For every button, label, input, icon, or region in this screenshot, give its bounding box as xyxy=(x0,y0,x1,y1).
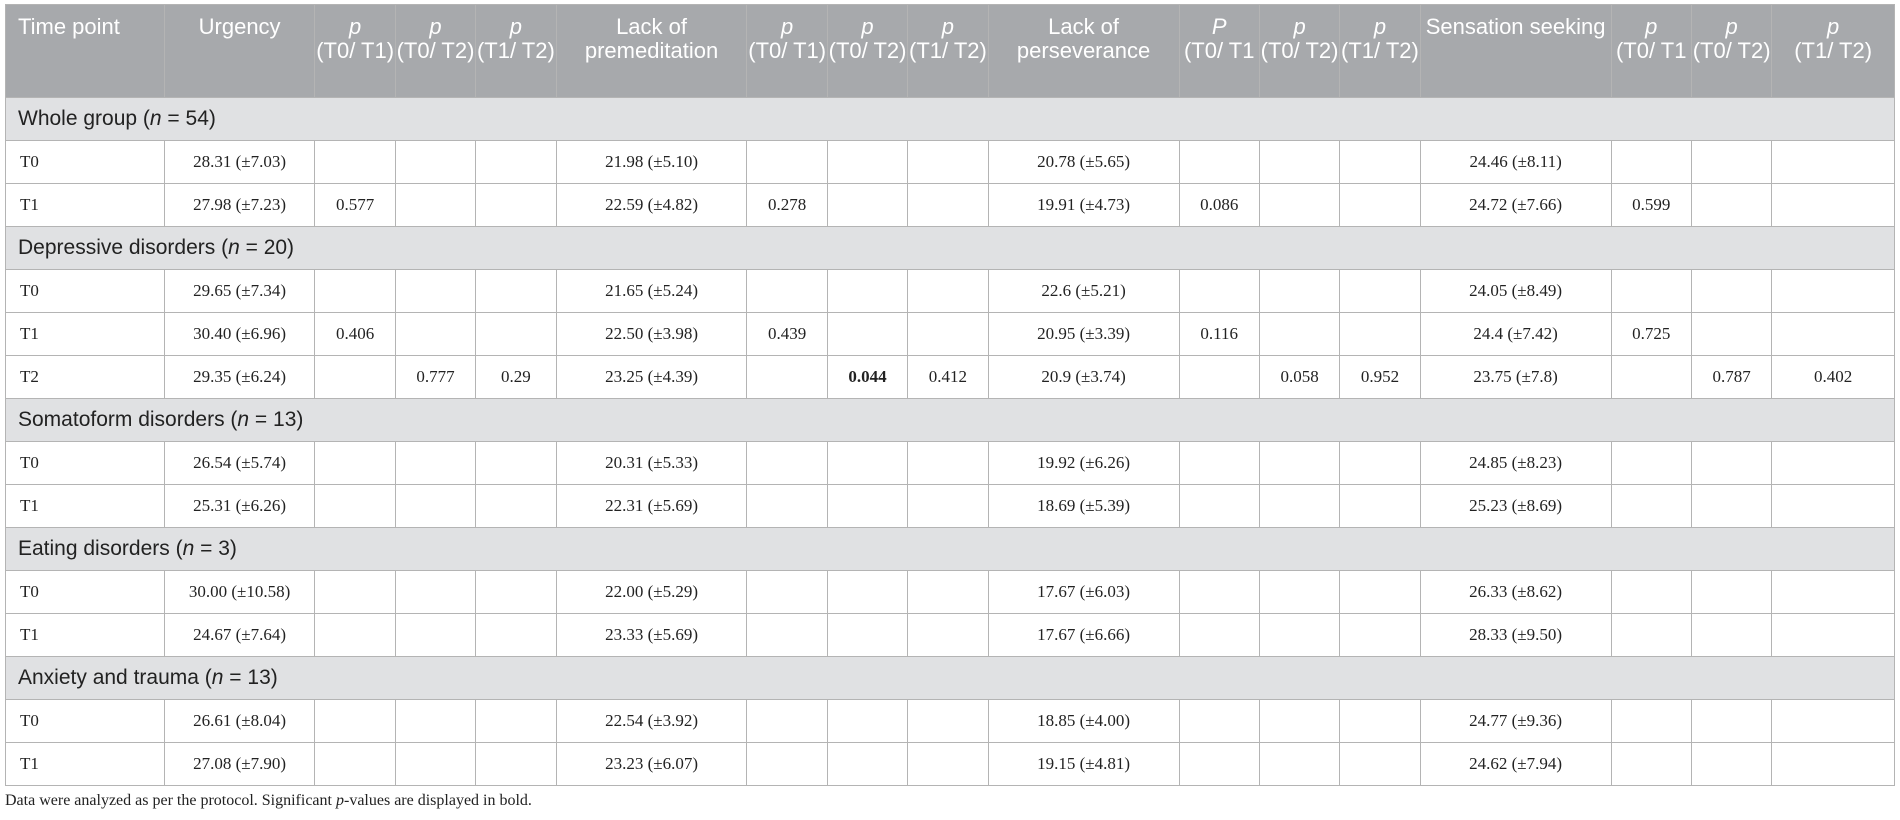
table-row xyxy=(6,141,1895,184)
table-row xyxy=(6,700,1895,743)
table-cell: 22.54 (±3.92) xyxy=(556,700,747,743)
p-label: (T1/ T2) xyxy=(1794,38,1873,63)
table-cell xyxy=(747,141,827,184)
group-n-value: = 54) xyxy=(161,107,216,130)
table-row xyxy=(6,485,1895,528)
table-cell xyxy=(747,270,827,313)
table-cell: 23.25 (±4.39) xyxy=(556,356,747,399)
table-cell xyxy=(476,700,556,743)
table-cell xyxy=(1611,270,1691,313)
table-cell xyxy=(476,270,556,313)
header-sensation-seeking: Sensation seeking xyxy=(1420,5,1611,98)
header-p-col xyxy=(747,5,827,98)
p-letter: p xyxy=(509,14,523,39)
header-p-col xyxy=(1340,5,1420,98)
header-p-col xyxy=(1691,5,1771,98)
table-cell xyxy=(1179,614,1259,657)
table-cell xyxy=(908,442,988,485)
table-row xyxy=(6,614,1895,657)
table-cell xyxy=(1340,700,1420,743)
table-cell xyxy=(747,485,827,528)
table-cell: 0.116 xyxy=(1179,313,1259,356)
group-label xyxy=(6,98,1895,141)
p-letter: P xyxy=(1211,14,1227,39)
table-cell xyxy=(1772,442,1895,485)
p-label: (T0/ T1 xyxy=(1183,38,1255,63)
table-cell: 0.402 xyxy=(1772,356,1895,399)
table-cell xyxy=(476,141,556,184)
table-cell xyxy=(908,700,988,743)
table-cell: 22.6 (±5.21) xyxy=(988,270,1179,313)
table-cell xyxy=(1611,442,1691,485)
header-time-point: Time point xyxy=(6,5,165,98)
table-cell: 22.31 (±5.69) xyxy=(556,485,747,528)
table-row xyxy=(6,270,1895,313)
table-cell xyxy=(476,485,556,528)
table-cell xyxy=(1340,743,1420,786)
group-name: Whole group ( xyxy=(18,107,150,130)
table-cell xyxy=(315,141,395,184)
p-label: (T0/ T1) xyxy=(748,38,827,63)
table-cell: 17.67 (±6.03) xyxy=(988,571,1179,614)
table-cell xyxy=(1259,184,1339,227)
table-cell: 22.59 (±4.82) xyxy=(556,184,747,227)
table-cell: 24.67 (±7.64) xyxy=(164,614,315,657)
results-table xyxy=(5,4,1895,786)
table-cell xyxy=(827,614,907,657)
group-header-row xyxy=(6,399,1895,442)
table-cell: 24.77 (±9.36) xyxy=(1420,700,1611,743)
table-cell: 23.75 (±7.8) xyxy=(1420,356,1611,399)
table-cell xyxy=(315,356,395,399)
table-cell xyxy=(476,184,556,227)
table-row xyxy=(6,743,1895,786)
p-letter: p xyxy=(349,14,362,39)
table-cell xyxy=(827,700,907,743)
time-point-cell: T0 xyxy=(6,141,165,184)
table-row xyxy=(6,571,1895,614)
table-cell xyxy=(1691,270,1771,313)
table-cell xyxy=(1611,485,1691,528)
table-footnote xyxy=(5,792,532,810)
table-cell xyxy=(1772,485,1895,528)
time-point-cell: T2 xyxy=(6,356,165,399)
table-cell xyxy=(1259,700,1339,743)
header-lack-of-perseverance: Lack of perseverance xyxy=(988,5,1179,98)
table-cell xyxy=(908,313,988,356)
table-cell xyxy=(476,743,556,786)
group-header-row xyxy=(6,98,1895,141)
table-cell: 0.952 xyxy=(1340,356,1420,399)
table-cell xyxy=(1340,184,1420,227)
table-cell: 20.78 (±5.65) xyxy=(988,141,1179,184)
header-urgency: Urgency xyxy=(164,5,315,98)
table-cell: 0.058 xyxy=(1259,356,1339,399)
p-letter: p xyxy=(781,14,794,39)
table-cell: 21.65 (±5.24) xyxy=(556,270,747,313)
p-label: (T1/ T2) xyxy=(909,38,987,63)
table-cell: 0.278 xyxy=(747,184,827,227)
table-cell xyxy=(1179,356,1259,399)
table-cell xyxy=(1340,571,1420,614)
time-point-cell: T0 xyxy=(6,270,165,313)
p-label: (T0/ T2) xyxy=(1260,38,1339,63)
table-cell xyxy=(395,614,475,657)
table-cell xyxy=(1179,743,1259,786)
table-cell: 0.777 xyxy=(395,356,475,399)
table-cell: 17.67 (±6.66) xyxy=(988,614,1179,657)
table-cell: 29.65 (±7.34) xyxy=(164,270,315,313)
table-body xyxy=(6,98,1895,786)
table-cell xyxy=(1691,313,1771,356)
table-cell: 27.08 (±7.90) xyxy=(164,743,315,786)
table-cell: 26.33 (±8.62) xyxy=(1420,571,1611,614)
table-cell xyxy=(395,700,475,743)
table-cell xyxy=(1611,743,1691,786)
header-p-col xyxy=(1259,5,1339,98)
header-p-col xyxy=(315,5,395,98)
group-name: Depressive disorders ( xyxy=(18,236,229,259)
table-cell xyxy=(908,184,988,227)
table-cell xyxy=(315,571,395,614)
table-cell xyxy=(827,270,907,313)
table-cell xyxy=(1179,442,1259,485)
p-letter: p xyxy=(1827,14,1840,39)
table-cell xyxy=(395,184,475,227)
group-n-var: n xyxy=(228,236,240,259)
table-cell xyxy=(908,614,988,657)
header-p-col xyxy=(827,5,907,98)
time-point-cell: T1 xyxy=(6,184,165,227)
table-cell: 0.577 xyxy=(315,184,395,227)
time-point-cell: T0 xyxy=(6,700,165,743)
table-cell: 19.92 (±6.26) xyxy=(988,442,1179,485)
table-cell xyxy=(1772,571,1895,614)
table-cell xyxy=(1179,141,1259,184)
table-cell xyxy=(1772,614,1895,657)
table-cell xyxy=(827,485,907,528)
group-n-value: = 13) xyxy=(249,408,304,431)
time-point-cell: T1 xyxy=(6,313,165,356)
table-cell xyxy=(395,270,475,313)
table-cell: 18.85 (±4.00) xyxy=(988,700,1179,743)
table-cell xyxy=(827,442,907,485)
p-letter: p xyxy=(941,14,955,39)
table-cell xyxy=(315,442,395,485)
p-letter: p xyxy=(1293,14,1306,39)
table-cell: 26.61 (±8.04) xyxy=(164,700,315,743)
group-n-value: = 13) xyxy=(223,666,278,689)
table-cell xyxy=(747,442,827,485)
table-cell xyxy=(1259,141,1339,184)
table-cell xyxy=(1691,614,1771,657)
table-cell xyxy=(1179,700,1259,743)
group-n-value: = 3) xyxy=(194,537,237,560)
table-cell: 23.33 (±5.69) xyxy=(556,614,747,657)
group-name: Somatoform disorders ( xyxy=(18,408,238,431)
table-cell xyxy=(1259,313,1339,356)
table-cell: 23.23 (±6.07) xyxy=(556,743,747,786)
table-cell xyxy=(1611,571,1691,614)
group-name: Eating disorders ( xyxy=(18,537,183,560)
table-cell: 22.00 (±5.29) xyxy=(556,571,747,614)
table-row xyxy=(6,313,1895,356)
table-cell: 25.23 (±8.69) xyxy=(1420,485,1611,528)
table-cell xyxy=(1691,442,1771,485)
table-cell: 30.00 (±10.58) xyxy=(164,571,315,614)
footnote-italic: p xyxy=(335,792,344,809)
table-cell xyxy=(827,313,907,356)
time-point-cell: T0 xyxy=(6,442,165,485)
table-cell: 0.787 xyxy=(1691,356,1771,399)
table-cell xyxy=(1611,356,1691,399)
table-cell: 0.599 xyxy=(1611,184,1691,227)
table-cell xyxy=(1259,614,1339,657)
p-label: (T0/ T1) xyxy=(316,38,395,63)
table-cell: 20.95 (±3.39) xyxy=(988,313,1179,356)
p-letter: p xyxy=(1645,14,1658,39)
p-letter: p xyxy=(861,14,874,39)
p-letter: p xyxy=(1725,14,1738,39)
table-cell: 0.29 xyxy=(476,356,556,399)
group-label xyxy=(6,657,1895,700)
header-p-col xyxy=(1179,5,1259,98)
group-label xyxy=(6,227,1895,270)
table-cell: 24.72 (±7.66) xyxy=(1420,184,1611,227)
table-cell: 25.31 (±6.26) xyxy=(164,485,315,528)
header-p-col xyxy=(1772,5,1895,98)
table-cell xyxy=(1611,141,1691,184)
table-cell xyxy=(1259,485,1339,528)
table-cell xyxy=(827,141,907,184)
table-cell xyxy=(747,700,827,743)
table-cell xyxy=(315,485,395,528)
table-cell xyxy=(395,485,475,528)
p-label: (T0/ T2) xyxy=(396,38,475,63)
table-cell: 24.85 (±8.23) xyxy=(1420,442,1611,485)
table-cell: 20.31 (±5.33) xyxy=(556,442,747,485)
group-n-var: n xyxy=(182,537,195,560)
header-row xyxy=(6,5,1895,98)
table-cell: 24.62 (±7.94) xyxy=(1420,743,1611,786)
table-cell xyxy=(1340,141,1420,184)
table-cell xyxy=(747,356,827,399)
p-label: (T1/ T2) xyxy=(1341,38,1419,63)
results-table-container xyxy=(5,4,1895,786)
table-cell xyxy=(315,700,395,743)
table-cell xyxy=(1340,614,1420,657)
table-cell: 26.54 (±5.74) xyxy=(164,442,315,485)
p-label: (T0/ T2) xyxy=(1692,38,1771,63)
p-letter: p xyxy=(429,14,442,39)
table-cell: 0.439 xyxy=(747,313,827,356)
table-cell xyxy=(908,571,988,614)
table-row xyxy=(6,356,1895,399)
table-cell: 0.406 xyxy=(315,313,395,356)
table-cell: 21.98 (±5.10) xyxy=(556,141,747,184)
table-cell xyxy=(908,485,988,528)
table-cell xyxy=(1691,700,1771,743)
table-cell: 22.50 (±3.98) xyxy=(556,313,747,356)
table-cell xyxy=(1772,184,1895,227)
table-cell: 24.4 (±7.42) xyxy=(1420,313,1611,356)
table-cell: 29.35 (±6.24) xyxy=(164,356,315,399)
table-cell xyxy=(476,614,556,657)
table-cell xyxy=(1772,141,1895,184)
table-cell xyxy=(476,571,556,614)
table-cell xyxy=(1691,571,1771,614)
group-label xyxy=(6,528,1895,571)
table-cell xyxy=(1611,700,1691,743)
table-cell xyxy=(315,614,395,657)
table-cell xyxy=(1691,485,1771,528)
table-cell: 19.91 (±4.73) xyxy=(988,184,1179,227)
table-cell: 0.044 xyxy=(827,356,907,399)
group-n-var: n xyxy=(211,666,224,689)
table-cell xyxy=(315,743,395,786)
table-cell xyxy=(1259,442,1339,485)
table-cell xyxy=(1691,743,1771,786)
table-cell: 18.69 (±5.39) xyxy=(988,485,1179,528)
table-cell xyxy=(747,743,827,786)
table-cell xyxy=(1772,270,1895,313)
header-lack-of-premeditation: Lack of premeditation xyxy=(556,5,747,98)
table-cell xyxy=(908,141,988,184)
p-letter: p xyxy=(1373,14,1387,39)
table-cell xyxy=(395,141,475,184)
table-cell xyxy=(395,571,475,614)
footnote-after: -values are displayed in bold. xyxy=(343,792,532,809)
group-label xyxy=(6,399,1895,442)
table-cell xyxy=(747,571,827,614)
group-name: Anxiety and trauma ( xyxy=(18,666,212,689)
header-p-col xyxy=(1611,5,1691,98)
table-cell: 0.086 xyxy=(1179,184,1259,227)
table-cell xyxy=(1259,270,1339,313)
group-header-row xyxy=(6,657,1895,700)
table-cell xyxy=(1691,141,1771,184)
table-cell: 30.40 (±6.96) xyxy=(164,313,315,356)
table-cell: 24.46 (±8.11) xyxy=(1420,141,1611,184)
table-cell xyxy=(908,270,988,313)
table-cell: 0.725 xyxy=(1611,313,1691,356)
table-cell xyxy=(1340,313,1420,356)
table-row xyxy=(6,184,1895,227)
header-p-col xyxy=(395,5,475,98)
table-cell xyxy=(1611,614,1691,657)
table-cell xyxy=(1259,743,1339,786)
table-cell xyxy=(827,743,907,786)
group-n-var: n xyxy=(149,107,162,130)
group-n-value: = 20) xyxy=(239,236,295,259)
time-point-cell: T1 xyxy=(6,743,165,786)
footnote-before: Data were analyzed as per the protocol. Significant xyxy=(5,792,336,809)
table-cell xyxy=(1340,270,1420,313)
table-cell xyxy=(1772,313,1895,356)
table-cell xyxy=(1340,442,1420,485)
table-cell: 28.31 (±7.03) xyxy=(164,141,315,184)
p-label: (T1/ T2) xyxy=(476,38,555,63)
table-cell xyxy=(395,743,475,786)
table-cell xyxy=(1179,270,1259,313)
table-cell xyxy=(395,442,475,485)
table-cell xyxy=(395,313,475,356)
table-cell xyxy=(827,184,907,227)
table-cell: 28.33 (±9.50) xyxy=(1420,614,1611,657)
time-point-cell: T1 xyxy=(6,485,165,528)
table-cell xyxy=(1772,743,1895,786)
time-point-cell: T1 xyxy=(6,614,165,657)
table-cell xyxy=(908,743,988,786)
p-label: (T0/ T1 xyxy=(1615,38,1687,63)
group-header-row xyxy=(6,528,1895,571)
table-cell xyxy=(315,270,395,313)
table-cell: 20.9 (±3.74) xyxy=(988,356,1179,399)
table-cell: 27.98 (±7.23) xyxy=(164,184,315,227)
header-p-col xyxy=(908,5,988,98)
table-cell xyxy=(1772,700,1895,743)
table-cell: 0.412 xyxy=(908,356,988,399)
table-cell xyxy=(1340,485,1420,528)
table-cell: 24.05 (±8.49) xyxy=(1420,270,1611,313)
table-cell xyxy=(1259,571,1339,614)
header-p-col xyxy=(476,5,556,98)
table-cell xyxy=(1179,485,1259,528)
table-cell xyxy=(476,442,556,485)
table-cell: 19.15 (±4.81) xyxy=(988,743,1179,786)
group-n-var: n xyxy=(237,408,250,431)
table-cell xyxy=(1691,184,1771,227)
group-header-row xyxy=(6,227,1895,270)
table-cell xyxy=(827,571,907,614)
table-cell xyxy=(476,313,556,356)
table-cell xyxy=(747,614,827,657)
table-row xyxy=(6,442,1895,485)
p-label: (T0/ T2) xyxy=(828,38,907,63)
table-cell xyxy=(1179,571,1259,614)
time-point-cell: T0 xyxy=(6,571,165,614)
